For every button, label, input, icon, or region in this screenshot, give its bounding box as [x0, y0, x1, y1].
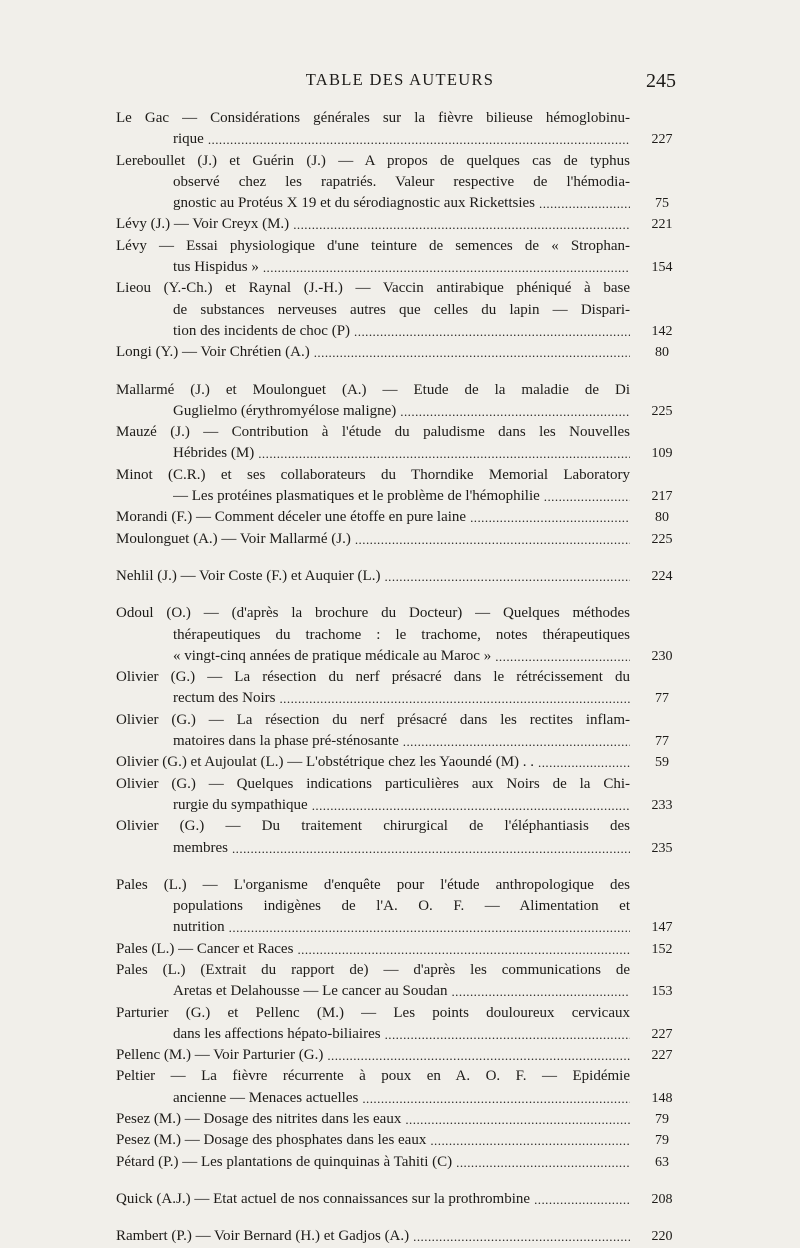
index-entry-line	[0, 486, 800, 507]
entry-text: Longi (Y.) — Voir Chrétien (A.)	[116, 342, 314, 363]
entry-text: Parturier (G.) et Pellenc (M.) — Les points douloureux cervicaux	[116, 1004, 630, 1021]
index-entry-line	[0, 193, 800, 214]
entry-leader	[116, 1226, 630, 1247]
index-entry	[0, 939, 800, 960]
entry-leader	[116, 939, 630, 960]
index-entry-line	[0, 1045, 800, 1066]
entry-text: Lévy — Essai physiologique d'une teinture de semences de « Strophan-	[116, 237, 630, 254]
index-entry	[0, 465, 800, 508]
entry-page: 154	[651, 260, 673, 276]
entry-leader	[173, 486, 630, 507]
entry-page: 153	[651, 984, 673, 1000]
index-entry-line	[0, 816, 800, 837]
index-entry-line	[0, 321, 800, 342]
index-entry-line	[0, 151, 800, 172]
entry-page: 227	[651, 1026, 673, 1042]
entry-text: Lereboullet (J.) et Guérin (J.) — A propos de quelques cas de typhus	[116, 152, 630, 169]
entry-text: gnostic au Protéus X 19 et du sérodiagnostic aux Rickettsies	[173, 193, 539, 214]
entry-leader	[173, 646, 630, 667]
page-number: 245	[646, 70, 676, 92]
index-entry-line	[0, 422, 800, 443]
entry-page: 220	[651, 1229, 673, 1245]
entry-page: 80	[655, 510, 669, 526]
index-entry	[0, 214, 800, 235]
entry-page: 225	[651, 531, 673, 547]
index-entry-line	[0, 465, 800, 486]
entry-leader	[116, 1045, 630, 1066]
entry-leader	[173, 321, 630, 342]
index-entry-line	[0, 172, 800, 193]
index-entry	[0, 342, 800, 363]
entry-text: Olivier (G.) — Quelques indications particulières aux Noirs de la Chi-	[116, 775, 630, 792]
author-index	[0, 108, 800, 1248]
index-entry-line	[0, 129, 800, 150]
index-entry-line	[0, 566, 800, 587]
index-entry-line	[0, 710, 800, 731]
entry-page: 79	[655, 1133, 669, 1149]
index-entry-line	[0, 896, 800, 917]
entry-text: rique	[173, 129, 208, 150]
entry-text: Pesez (M.) — Dosage des phosphates dans les eaux	[116, 1130, 430, 1151]
entry-text: Mallarmé (J.) et Moulonguet (A.) — Etude de la maladie de Di	[116, 381, 630, 398]
entry-text: tion des incidents de choc (P)	[173, 321, 354, 342]
index-entry-line	[0, 1226, 800, 1247]
entry-leader	[116, 529, 630, 550]
index-entry	[0, 1152, 800, 1173]
index-entry-line	[0, 108, 800, 129]
entry-text: de substances nerveuses autres que celles du lapin — Dispari-	[173, 301, 630, 318]
entry-page: 233	[651, 797, 673, 813]
index-entry-line	[0, 646, 800, 667]
entry-page: 221	[651, 217, 673, 233]
index-entry-line	[0, 380, 800, 401]
index-entry	[0, 422, 800, 465]
entry-text: rurgie du sympathique	[173, 795, 312, 816]
entry-text: — Les protéines plasmatiques et le problème de l'hémophilie	[173, 486, 544, 507]
index-entry-line	[0, 875, 800, 896]
index-entry-line	[0, 1109, 800, 1130]
entry-leader	[173, 981, 630, 1002]
entry-text: « vingt-cinq années de pratique médicale au Maroc »	[173, 646, 495, 667]
entry-text: Pales (L.) — Cancer et Races	[116, 939, 297, 960]
index-entry-line	[0, 752, 800, 773]
entry-text: Lévy (J.) — Voir Creyx (M.)	[116, 214, 293, 235]
index-entry-line	[0, 625, 800, 646]
entry-leader	[116, 1130, 630, 1151]
index-entry-line	[0, 1152, 800, 1173]
entry-text: Pales (L.) (Extrait du rapport de) — d'après les communications de	[116, 961, 630, 978]
entry-text: Aretas et Delahousse — Le cancer au Soudan	[173, 981, 451, 1002]
index-entry-line	[0, 1088, 800, 1109]
entry-text: Peltier — La fièvre récurrente à poux en A. O. F. — Epidémie	[116, 1068, 630, 1085]
index-entry	[0, 278, 800, 342]
index-entry-line	[0, 214, 800, 235]
entry-page: 147	[651, 920, 673, 936]
entry-page: 227	[651, 132, 673, 148]
entry-leader	[116, 1109, 630, 1130]
index-entry	[0, 667, 800, 710]
entry-page: 148	[651, 1090, 673, 1106]
entry-page: 235	[651, 840, 673, 856]
index-entry-line	[0, 278, 800, 299]
entry-page: 230	[651, 648, 673, 664]
entry-leader	[173, 688, 630, 709]
index-entry-line	[0, 507, 800, 528]
index-entry	[0, 1003, 800, 1046]
entry-text: observé chez les rapatriés. Valeur respective de l'hémodia-	[173, 173, 630, 190]
index-entry-line	[0, 1066, 800, 1087]
index-entry	[0, 1189, 800, 1210]
entry-text: Quick (A.J.) — Etat actuel de nos connaissances sur la prothrombine	[116, 1189, 534, 1210]
index-entry	[0, 151, 800, 215]
entry-text: membres	[173, 838, 232, 859]
entry-text: rectum des Noirs	[173, 688, 279, 709]
entry-text: Minot (C.R.) et ses collaborateurs du Thorndike Memorial Laboratory	[116, 466, 630, 483]
entry-page: 59	[655, 755, 669, 771]
entry-leader	[116, 1189, 630, 1210]
entry-leader	[173, 257, 630, 278]
entry-text: Olivier (G.) et Aujoulat (L.) — L'obstétrique chez les Yaoundé (M) . .	[116, 752, 538, 773]
index-entry	[0, 380, 800, 423]
entry-leader	[173, 129, 630, 150]
index-entry-line	[0, 731, 800, 752]
index-entry	[0, 507, 800, 528]
index-entry-line	[0, 939, 800, 960]
entry-page: 208	[651, 1191, 673, 1207]
entry-text: Nehlil (J.) — Voir Coste (F.) et Auquier (L.)	[116, 566, 384, 587]
index-entry	[0, 236, 800, 279]
entry-page: 79	[655, 1112, 669, 1128]
index-entry-line	[0, 774, 800, 795]
entry-text: Le Gac — Considérations générales sur la fièvre bilieuse hémoglobinu-	[116, 110, 630, 126]
entry-page: 63	[655, 1154, 669, 1170]
page-title: TABLE DES AUTEURS	[305, 70, 495, 89]
entry-text: nutrition	[173, 917, 229, 938]
entry-leader	[173, 401, 630, 422]
index-entry	[0, 710, 800, 753]
index-entry-line	[0, 838, 800, 859]
entry-leader	[173, 443, 630, 464]
index-entry	[0, 816, 800, 859]
entry-page: 217	[651, 489, 673, 505]
index-entry	[0, 774, 800, 817]
index-entry-line	[0, 795, 800, 816]
index-entry-line	[0, 603, 800, 624]
entry-page: 75	[655, 196, 669, 212]
index-entry	[0, 752, 800, 773]
entry-leader	[173, 917, 630, 938]
entry-leader	[116, 214, 630, 235]
entry-text: Moulonguet (A.) — Voir Mallarmé (J.)	[116, 529, 355, 550]
entry-page: 225	[651, 403, 673, 419]
entry-leader	[173, 1088, 630, 1109]
entry-page: 77	[655, 734, 669, 750]
entry-text: Pesez (M.) — Dosage des nitrites dans les eaux	[116, 1109, 405, 1130]
index-entry	[0, 108, 800, 151]
entry-text: Olivier (G.) — La résection du nerf présacré dans les rectites inflam-	[116, 711, 630, 728]
entry-text: Olivier (G.) — La résection du nerf présacré dans le rétrécissement du	[116, 669, 630, 686]
index-entry-line	[0, 1130, 800, 1151]
index-entry-line	[0, 667, 800, 688]
index-entry-line	[0, 917, 800, 938]
entry-text: ancienne — Menaces actuelles	[173, 1088, 362, 1109]
index-entry-line	[0, 529, 800, 550]
entry-page: 80	[655, 345, 669, 361]
entry-text: Odoul (O.) — (d'après la brochure du Docteur) — Quelques méthodes	[116, 605, 630, 622]
entry-leader	[173, 193, 630, 214]
index-entry-line	[0, 236, 800, 257]
entry-text: Mauzé (J.) — Contribution à l'étude du paludisme dans les Nouvelles	[116, 424, 630, 441]
entry-text: Morandi (F.) — Comment déceler une étoffe en pure laine	[116, 507, 470, 528]
index-entry-line	[0, 443, 800, 464]
index-entry	[0, 1045, 800, 1066]
entry-text: Hébrides (M)	[173, 443, 258, 464]
entry-text: Olivier (G.) — Du traitement chirurgical de l'éléphantiasis des	[116, 818, 630, 835]
entry-text: Pales (L.) — L'organisme d'enquête pour l'étude anthropologique des	[116, 876, 630, 893]
entry-page: 152	[651, 941, 673, 957]
index-entry-line	[0, 960, 800, 981]
entry-text: Pétard (P.) — Les plantations de quinquinas à Tahiti (C)	[116, 1152, 456, 1173]
index-entry	[0, 960, 800, 1003]
entry-text: thérapeutiques du trachome : le trachome, notes thérapeutiques	[173, 626, 630, 643]
index-entry	[0, 566, 800, 587]
entry-text: Guglielmo (érythromyélose maligne)	[173, 401, 400, 422]
entry-text: Lieou (Y.-Ch.) et Raynal (J.-H.) — Vaccin antirabique phéniqué à base	[116, 280, 630, 297]
entry-page: 77	[655, 691, 669, 707]
index-entry-line	[0, 981, 800, 1002]
index-entry	[0, 1109, 800, 1130]
index-entry	[0, 603, 800, 667]
entry-leader	[116, 566, 630, 587]
entry-leader	[173, 795, 630, 816]
index-entry-line	[0, 401, 800, 422]
entry-page: 142	[651, 323, 673, 339]
index-entry	[0, 875, 800, 939]
entry-leader	[116, 752, 630, 773]
entry-leader	[116, 1152, 630, 1173]
entry-page: 224	[651, 568, 673, 584]
index-entry-line	[0, 1024, 800, 1045]
entry-text: Pellenc (M.) — Voir Parturier (G.)	[116, 1045, 327, 1066]
index-entry-line	[0, 300, 800, 321]
entry-leader	[173, 731, 630, 752]
entry-leader	[173, 838, 630, 859]
index-entry	[0, 1226, 800, 1247]
index-entry	[0, 1130, 800, 1151]
entry-text: populations indigènes de l'A. O. F. — Alimentation et	[173, 898, 630, 915]
index-entry-line	[0, 257, 800, 278]
index-entry-line	[0, 1189, 800, 1210]
index-entry-line	[0, 1003, 800, 1024]
entry-leader	[116, 507, 630, 528]
index-entry	[0, 1066, 800, 1109]
entry-text: tus Hispidus »	[173, 257, 263, 278]
entry-page: 109	[651, 446, 673, 462]
entry-leader	[173, 1024, 630, 1045]
entry-leader	[116, 342, 630, 363]
index-entry	[0, 529, 800, 550]
entry-text: Rambert (P.) — Voir Bernard (H.) et Gadjos (A.)	[116, 1226, 413, 1247]
index-entry-line	[0, 688, 800, 709]
index-entry-line	[0, 342, 800, 363]
entry-text: matoires dans la phase pré-sténosante	[173, 731, 403, 752]
entry-text: dans les affections hépato-biliaires	[173, 1024, 385, 1045]
entry-page: 227	[651, 1048, 673, 1064]
